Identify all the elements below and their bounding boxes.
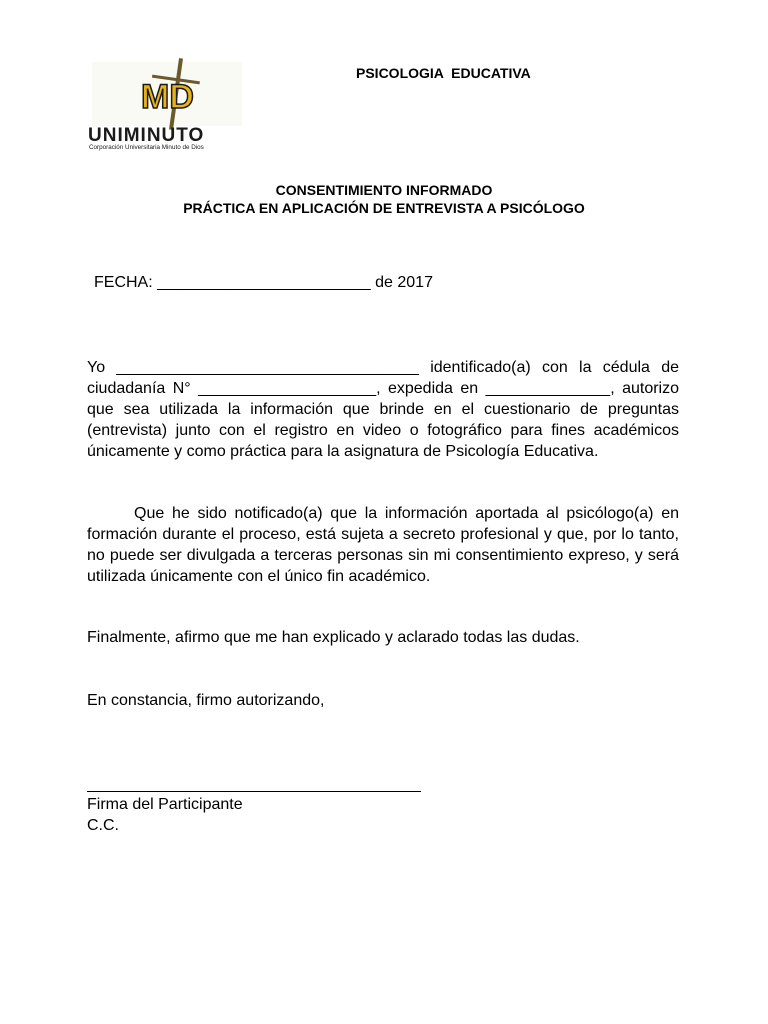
signature-line	[87, 791, 421, 792]
clarification-paragraph: Finalmente, afirmo que me han explicado y aclarado todas las dudas.	[87, 629, 580, 646]
authorization-paragraph: Yo __________________________________ identificado(a) con la cédula de ciudadanía N° ____________________, expedida en ______________, autorizo que sea utilizada la información que brinde en el cuestionario de preguntas (entrevista) junto con el registro en video o fotográfico para fines académicos únicamente y como práctica para la asignatura de Psicología Educativa.	[87, 359, 679, 460]
uniminuto-logo-graphic	[86, 58, 256, 154]
signature-label: Firma del Participante	[87, 796, 243, 813]
title-line-1: CONSENTIMIENTO INFORMADO	[275, 182, 493, 198]
program-name: PSICOLOGIA EDUCATIVA	[356, 65, 531, 81]
logo-subtitle: Corporación Universitaria Minuto de Dios	[89, 144, 204, 151]
date-blank: ________________________	[157, 274, 371, 291]
date-label: FECHA:	[94, 274, 153, 291]
uniminuto-logo	[86, 58, 256, 154]
id-label: C.C.	[87, 817, 119, 834]
confidentiality-paragraph: Que he sido notificado(a) que la información aportada al psicólogo(a) en formación durante el proceso, está sujeta a secreto profesional y que, por lo tanto, no puede ser divulgada a terceras personas sin mi consentimiento expreso, y será utilizada únicamente con el único fin académico.	[87, 505, 679, 585]
closing-paragraph: En constancia, firmo autorizando,	[87, 692, 325, 709]
date-field	[94, 274, 433, 292]
logo-monogram: MD	[141, 78, 194, 116]
date-year: de 2017	[375, 274, 433, 291]
document-title	[0, 181, 768, 217]
title-line-2: PRÁCTICA EN APLICACIÓN DE ENTREVISTA A PSICÓLOGO	[183, 200, 585, 216]
logo-name: UNIMINUTO	[88, 125, 205, 146]
